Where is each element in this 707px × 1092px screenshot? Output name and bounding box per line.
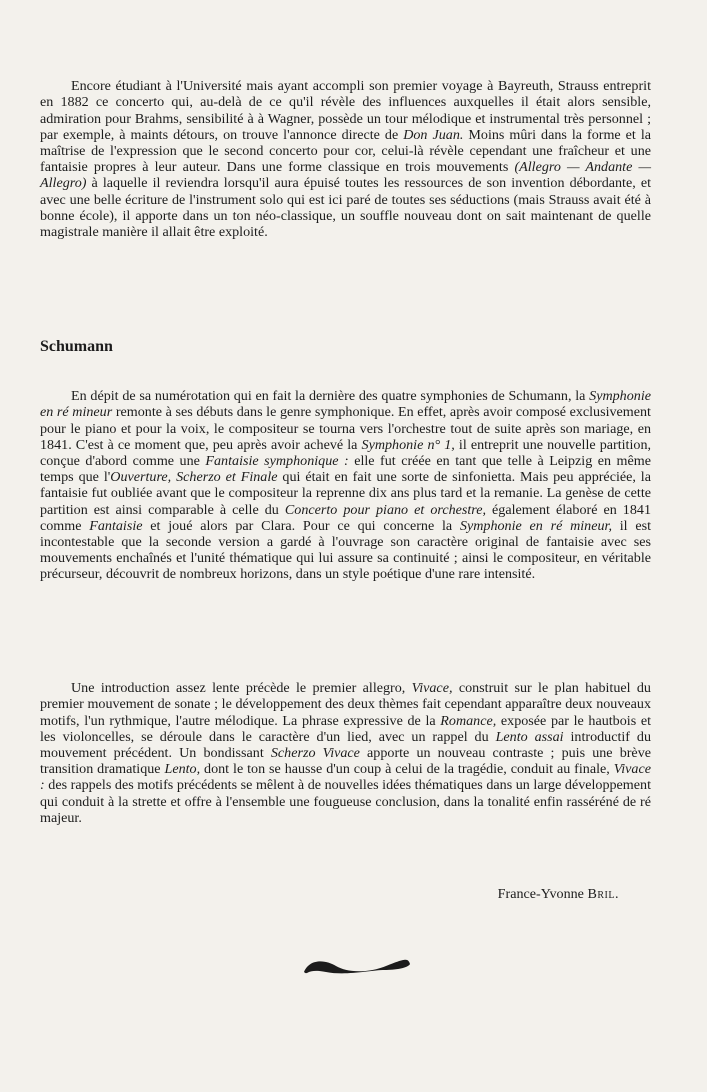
- text-run: apporte un nouveau contraste ; puis une brève transition dramatique: [40, 744, 651, 778]
- text-run: exposée par le hautbois et les violoncelles, se déroule dans le caractère d'un lied, avec un rappel du: [40, 712, 652, 745]
- text-run: En dépit de sa numérotation qui en fait la dernière des quatre symphonies de Schumann, la: [71, 388, 590, 405]
- text-run: des rappels des motifs précédents se mêlent à de nouvelles idées thématiques dans un large développement qui conduit à la strette et offre à l'ensemble une fougueuse conclusion, dans la tonalité enfin rasséréné de ré majeur.: [40, 777, 651, 826]
- text-run: à laquelle il reviendra lorsqu'il aura épuisé toutes les ressources de son invention débordante, et avec une belle écriture de l'instrument solo qui est ici paré de toutes ses séductions (mais Strauss avait été à bonne école), il apporte dans un ton néo-classique, un souffle nouveau dont on sait maintenant de quelle magistrale manière il allait être exploité.: [40, 175, 651, 240]
- text-run: qui était en fait une sorte de sinfonietta. Mais peu appréciée, la fantaisie fut oubliée avant que le compositeur la reprenne dix ans plus tard et la remanie. La genèse de cette partition est ainsi comparable à celle du: [40, 469, 651, 518]
- text-run: et joué alors par Clara. Pour ce qui concerne la: [142, 517, 460, 534]
- text-run: Une introduction assez lente précède le premier allegro,: [71, 680, 412, 697]
- italic-run: (Allegro — Andante — Allegro): [40, 159, 651, 192]
- text-run: également élaboré en 1841 comme: [40, 501, 651, 534]
- italic-run: Don Juan.: [403, 126, 464, 143]
- text-run: il est incontestable que la seconde version a gardé à l'ouvrage son caractère original de fantaisie avec ses mouvements enchaînés et l'unité thématique qui lui assure sa continuité ; ainsi le compositeur, en véritable précurseur, découvrit de nombreux horizons, dans un style poétique d'une rare intensité.: [40, 517, 651, 583]
- italic-run: Fantaisie: [89, 517, 143, 534]
- italic-run: Fantaisie symphonique :: [205, 452, 349, 469]
- author-first-name: France-Yvonne: [497, 886, 584, 902]
- text-run: elle fut créée en tant que telle à Leipzig en même temps que l': [40, 452, 651, 486]
- text-run: introductif du mouvement précédent. Un bondissant: [40, 728, 651, 761]
- italic-run: Symphonie en ré mineur,: [459, 517, 612, 534]
- italic-run: Ouverture, Scherzo et Finale: [110, 469, 278, 486]
- text-run: dont le ton se hausse d'un coup à celui de la tragédie, conduit au finale,: [200, 761, 614, 778]
- italic-run: Scherzo Vivace: [270, 744, 360, 761]
- italic-run: Lento assai: [495, 728, 564, 745]
- text-run: Encore étudiant à l'Université mais ayant accompli son premier voyage à Bayreuth, Strauss entreprit en 1882 ce concerto qui, au-delà de ce qu'il révèle des influences auxquelles il était alors sensible, admiration pour Brahms, sensibilité à à Wagner, possède un tour mélodique et instrumental très personnel ; par exemple, à maints détours, on trouve l'annonce directe de: [40, 78, 651, 143]
- paragraph-schumann-analysis: [40, 680, 651, 826]
- author-last-name: Bril.: [587, 886, 619, 902]
- paragraph-strauss: [40, 78, 651, 240]
- section-heading: Schumann: [40, 338, 113, 355]
- paragraph-schumann-history: [40, 388, 651, 582]
- italic-run: Lento,: [164, 761, 201, 778]
- italic-run: Symphonie n° 1,: [361, 436, 455, 453]
- italic-run: Symphonie en ré mineur: [40, 388, 651, 421]
- text-run: il entreprit une nouvelle partition, conçue d'abord comme une: [40, 436, 652, 469]
- text-run: remonte à ses débuts dans le genre symphonique. En effet, après avoir composé exclusivement pour le piano et pour la voix, le compositeur se tourna vers l'orchestre tout de suite après son mariage, en 1841. C'est à ce moment que, peu après avoir achevé la: [40, 404, 651, 453]
- italic-run: Vivace :: [40, 761, 651, 794]
- italic-run: Vivace,: [411, 680, 453, 697]
- author-signature: [498, 886, 619, 903]
- italic-run: Romance,: [440, 712, 497, 729]
- text-run: Moins mûri dans la forme et la maîtrise de l'expression que le second concerto pour cor, celui-là révèle cependant une fraîcheur et une fantaisie propres à leur auteur. Dans une forme classique en trois mouvements: [40, 126, 651, 176]
- italic-run: Concerto pour piano et orchestre,: [284, 501, 487, 518]
- text-run: construit sur le plan habituel du premier mouvement de sonate ; le développement des deux thèmes fait cependant apparaître deux nouveaux motifs, l'un rythmique, l'autre mélodique. La phrase expressive de la: [40, 680, 651, 729]
- ornament-flourish: [296, 950, 416, 982]
